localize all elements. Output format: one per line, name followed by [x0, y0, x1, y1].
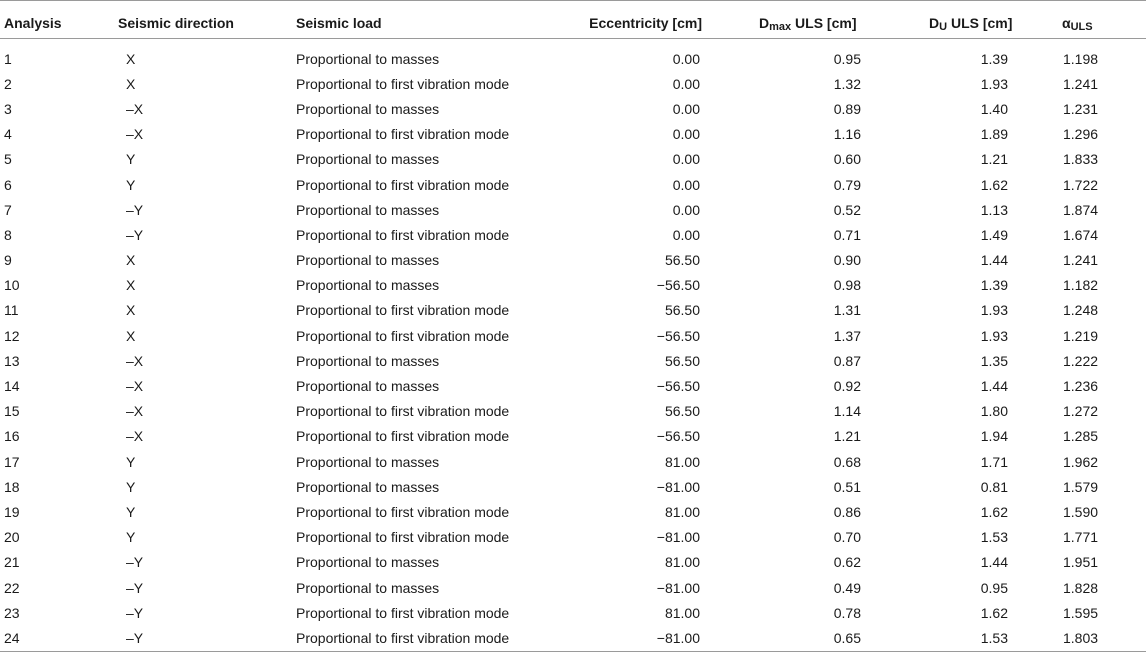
cell-analysis: 4	[4, 126, 12, 143]
cell-eccentricity: 81.00	[664, 604, 700, 621]
cell-seismic-direction: –Y	[118, 625, 296, 651]
cell-alpha-uls: 1.241	[1063, 252, 1099, 269]
cell-eccentricity: −56.50	[656, 378, 700, 395]
cell-dmax-uls: 1.32	[833, 75, 861, 92]
cell-alpha-uls: 1.296	[1063, 126, 1099, 143]
cell-alpha-uls: 1.285	[1063, 428, 1099, 445]
header-dmax-main: D	[759, 15, 770, 31]
cell-alpha-uls: 1.803	[1018, 625, 1146, 651]
cell-du-uls: 1.44	[980, 378, 1008, 395]
cell-dmax-uls: 0.95	[833, 50, 861, 67]
cell-dmax-uls: 0.49	[833, 579, 861, 596]
header-seismic-direction: Seismic direction	[118, 1, 296, 39]
cell-eccentricity: −56.50	[656, 428, 700, 445]
cell-du-uls: 1.71	[980, 453, 1008, 470]
cell-seismic-load: Proportional to first vibration mode	[296, 428, 510, 445]
cell-dmax-uls: 0.79	[833, 176, 861, 193]
table-row	[0, 550, 1146, 575]
cell-seismic-load: Proportional to first vibration mode	[296, 327, 510, 344]
table-row	[0, 600, 1146, 625]
cell-du-uls: 1.62	[980, 604, 1008, 621]
table-row	[0, 222, 1146, 247]
cell-seismic-load: Proportional to first vibration mode	[296, 126, 510, 143]
cell-eccentricity: 0.00	[672, 100, 700, 117]
cell-seismic-load: Proportional to masses	[296, 453, 440, 470]
cell-du-uls: 1.93	[980, 75, 1008, 92]
cell-dmax-uls: 0.68	[833, 453, 861, 470]
cell-seismic-direction: –Y	[126, 604, 144, 621]
cell-eccentricity: 56.50	[664, 352, 700, 369]
cell-alpha-uls: 1.241	[1063, 75, 1099, 92]
cell-analysis: 7	[4, 201, 12, 218]
cell-eccentricity: −56.50	[656, 277, 700, 294]
cell-seismic-direction: X	[126, 277, 136, 294]
header-dmax-rest: ULS [cm]	[791, 15, 857, 31]
cell-seismic-load: Proportional to masses	[296, 579, 440, 596]
cell-du-uls: 1.62	[980, 176, 1008, 193]
header-alpha-uls	[1018, 1, 1146, 39]
cell-seismic-direction: X	[126, 302, 136, 319]
cell-dmax-uls: 0.78	[833, 604, 861, 621]
cell-seismic-load: Proportional to masses	[296, 478, 440, 495]
cell-eccentricity: 81.00	[664, 503, 700, 520]
cell-alpha-uls: 1.219	[1063, 327, 1099, 344]
cell-seismic-direction: Y	[126, 176, 136, 193]
cell-dmax-uls: 1.21	[833, 428, 861, 445]
cell-eccentricity: 0.00	[672, 50, 700, 67]
cell-eccentricity: 0.00	[672, 176, 700, 193]
cell-du-uls: 1.44	[980, 252, 1008, 269]
cell-alpha-uls: 1.579	[1063, 478, 1099, 495]
cell-analysis: 11	[4, 302, 19, 319]
table-row	[0, 625, 1146, 651]
cell-alpha-uls: 1.771	[1063, 529, 1099, 546]
cell-alpha-uls: 1.272	[1063, 403, 1099, 420]
cell-eccentricity: −81.00	[656, 478, 700, 495]
cell-du-uls: 1.93	[980, 302, 1008, 319]
cell-seismic-direction: –X	[126, 352, 144, 369]
cell-seismic-load: Proportional to first vibration mode	[296, 226, 510, 243]
cell-seismic-load: Proportional to masses	[296, 252, 440, 269]
table-body	[0, 39, 1146, 652]
cell-eccentricity: 81.00	[664, 554, 700, 571]
cell-dmax-uls: 0.86	[833, 503, 861, 520]
cell-seismic-direction: –X	[126, 403, 144, 420]
cell-eccentricity: 0.00	[672, 151, 700, 168]
cell-dmax-uls: 0.90	[833, 252, 861, 269]
table-header	[0, 1, 1146, 39]
cell-dmax-uls: 0.92	[833, 378, 861, 395]
cell-du-uls: 1.62	[980, 503, 1008, 520]
cell-seismic-load: Proportional to masses	[296, 201, 440, 218]
header-eccentricity: Eccentricity [cm]	[528, 1, 708, 39]
cell-eccentricity: 0.00	[672, 201, 700, 218]
cell-seismic-load: Proportional to first vibration mode	[296, 529, 510, 546]
cell-eccentricity: 0.00	[672, 226, 700, 243]
table-row	[0, 147, 1146, 172]
table-row	[0, 71, 1146, 96]
cell-seismic-load: Proportional to masses	[296, 151, 440, 168]
table-row	[0, 248, 1146, 273]
cell-eccentricity: −81.00	[656, 529, 700, 546]
cell-du-uls: 1.40	[980, 100, 1008, 117]
cell-eccentricity: 56.50	[664, 252, 700, 269]
cell-seismic-direction: –Y	[126, 226, 144, 243]
cell-du-uls: 1.49	[980, 226, 1008, 243]
cell-seismic-direction: –X	[126, 126, 144, 143]
header-dmax-sub: max	[769, 21, 792, 33]
cell-eccentricity: 0.00	[672, 126, 700, 143]
cell-du-uls: 0.81	[980, 478, 1008, 495]
header-dmax-uls	[708, 1, 873, 39]
cell-seismic-direction: Y	[126, 453, 136, 470]
cell-dmax-uls: 0.65	[708, 625, 873, 651]
cell-analysis: 20	[4, 529, 20, 546]
cell-alpha-uls: 1.182	[1063, 277, 1099, 294]
cell-eccentricity: −81.00	[656, 579, 700, 596]
cell-seismic-direction: X	[126, 50, 136, 67]
cell-du-uls: 1.13	[980, 201, 1008, 218]
cell-alpha-uls: 1.590	[1063, 503, 1099, 520]
cell-eccentricity: 56.50	[664, 302, 700, 319]
cell-du-uls: 1.53	[980, 529, 1008, 546]
cell-dmax-uls: 0.98	[833, 277, 861, 294]
cell-analysis: 18	[4, 478, 20, 495]
table-row	[0, 298, 1146, 323]
table-row	[0, 424, 1146, 449]
cell-eccentricity: −56.50	[656, 327, 700, 344]
cell-seismic-load: Proportional to first vibration mode	[296, 403, 510, 420]
header-seismic-load: Seismic load	[296, 1, 528, 39]
cell-alpha-uls: 1.595	[1063, 604, 1099, 621]
header-du-uls	[873, 1, 1018, 39]
cell-seismic-direction: X	[126, 75, 136, 92]
cell-dmax-uls: 1.16	[833, 126, 861, 143]
cell-seismic-direction: –Y	[126, 579, 144, 596]
cell-alpha-uls: 1.198	[1063, 50, 1099, 67]
table-row	[0, 39, 1146, 72]
cell-seismic-direction: Y	[126, 529, 136, 546]
cell-eccentricity: 0.00	[672, 75, 700, 92]
header-du-rest: ULS [cm]	[947, 15, 1013, 31]
cell-du-uls: 1.35	[980, 352, 1008, 369]
cell-analysis: 10	[4, 277, 20, 294]
cell-dmax-uls: 1.37	[833, 327, 861, 344]
cell-seismic-direction: Y	[126, 151, 136, 168]
cell-seismic-direction: –X	[126, 100, 144, 117]
cell-eccentricity: −81.00	[528, 625, 708, 651]
table-row	[0, 273, 1146, 298]
table-row	[0, 122, 1146, 147]
cell-seismic-direction: X	[126, 327, 136, 344]
cell-seismic-load: Proportional to first vibration mode	[296, 625, 528, 651]
cell-dmax-uls: 0.51	[833, 478, 861, 495]
cell-dmax-uls: 1.14	[833, 403, 861, 420]
cell-seismic-load: Proportional to first vibration mode	[296, 75, 510, 92]
table-row	[0, 525, 1146, 550]
cell-du-uls: 1.53	[873, 625, 1018, 651]
cell-analysis: 23	[4, 604, 20, 621]
cell-seismic-direction: –Y	[126, 554, 144, 571]
table-row	[0, 575, 1146, 600]
cell-analysis: 8	[4, 226, 12, 243]
table-row	[0, 449, 1146, 474]
header-du-main: D	[929, 15, 940, 31]
cell-analysis: 19	[4, 503, 20, 520]
cell-du-uls: 1.21	[980, 151, 1008, 168]
cell-alpha-uls: 1.236	[1063, 378, 1099, 395]
cell-alpha-uls: 1.722	[1063, 176, 1099, 193]
cell-dmax-uls: 1.31	[833, 302, 861, 319]
cell-dmax-uls: 0.89	[833, 100, 861, 117]
cell-analysis: 14	[4, 378, 20, 395]
table-row	[0, 96, 1146, 121]
header-alpha-sub: ULS	[1070, 21, 1093, 33]
table-row	[0, 499, 1146, 524]
table-row	[0, 323, 1146, 348]
cell-analysis: 1	[4, 50, 12, 67]
cell-seismic-load: Proportional to first vibration mode	[296, 302, 510, 319]
cell-dmax-uls: 0.87	[833, 352, 861, 369]
cell-alpha-uls: 1.222	[1063, 352, 1099, 369]
cell-analysis: 13	[4, 352, 20, 369]
cell-analysis: 5	[4, 151, 12, 168]
cell-seismic-direction: –Y	[126, 201, 144, 218]
cell-analysis: 17	[4, 453, 20, 470]
cell-alpha-uls: 1.833	[1063, 151, 1099, 168]
cell-seismic-direction: Y	[126, 503, 136, 520]
cell-seismic-load: Proportional to first vibration mode	[296, 503, 510, 520]
cell-seismic-direction: X	[126, 252, 136, 269]
cell-du-uls: 0.95	[980, 579, 1008, 596]
header-analysis: Analysis	[0, 1, 118, 39]
cell-eccentricity: 81.00	[664, 453, 700, 470]
table-row	[0, 348, 1146, 373]
cell-seismic-direction: –X	[126, 378, 144, 395]
cell-seismic-direction: –X	[126, 428, 144, 445]
table-row	[0, 399, 1146, 424]
cell-du-uls: 1.94	[980, 428, 1008, 445]
cell-analysis: 2	[4, 75, 12, 92]
cell-du-uls: 1.89	[980, 126, 1008, 143]
cell-seismic-direction: Y	[126, 478, 136, 495]
cell-analysis: 9	[4, 252, 12, 269]
cell-seismic-load: Proportional to first vibration mode	[296, 176, 510, 193]
cell-du-uls: 1.44	[980, 554, 1008, 571]
cell-analysis: 3	[4, 100, 12, 117]
cell-seismic-load: Proportional to masses	[296, 50, 440, 67]
cell-du-uls: 1.39	[980, 50, 1008, 67]
cell-seismic-load: Proportional to masses	[296, 277, 440, 294]
cell-dmax-uls: 0.71	[833, 226, 861, 243]
table-row	[0, 197, 1146, 222]
cell-du-uls: 1.80	[980, 403, 1008, 420]
header-row	[0, 1, 1146, 39]
cell-dmax-uls: 0.60	[833, 151, 861, 168]
cell-alpha-uls: 1.828	[1063, 579, 1099, 596]
cell-analysis: 15	[4, 403, 20, 420]
cell-analysis: 16	[4, 428, 20, 445]
cell-dmax-uls: 0.62	[833, 554, 861, 571]
cell-alpha-uls: 1.674	[1063, 226, 1099, 243]
cell-alpha-uls: 1.874	[1063, 201, 1099, 218]
cell-seismic-load: Proportional to masses	[296, 378, 440, 395]
cell-du-uls: 1.39	[980, 277, 1008, 294]
cell-dmax-uls: 0.70	[833, 529, 861, 546]
table-row	[0, 373, 1146, 398]
table-row	[0, 474, 1146, 499]
cell-analysis: 6	[4, 176, 12, 193]
cell-alpha-uls: 1.231	[1063, 100, 1099, 117]
cell-alpha-uls: 1.962	[1063, 453, 1099, 470]
cell-analysis: 24	[0, 625, 118, 651]
cell-du-uls: 1.93	[980, 327, 1008, 344]
cell-analysis: 22	[4, 579, 20, 596]
cell-seismic-load: Proportional to masses	[296, 554, 440, 571]
cell-alpha-uls: 1.248	[1063, 302, 1099, 319]
cell-alpha-uls: 1.951	[1063, 554, 1099, 571]
cell-seismic-load: Proportional to first vibration mode	[296, 604, 510, 621]
cell-seismic-load: Proportional to masses	[296, 352, 440, 369]
cell-seismic-load: Proportional to masses	[296, 100, 440, 117]
table-row	[0, 172, 1146, 197]
header-alpha-main: α	[1062, 15, 1071, 31]
cell-dmax-uls: 0.52	[833, 201, 861, 218]
cell-analysis: 12	[4, 327, 20, 344]
header-du-sub: U	[939, 21, 948, 33]
cell-eccentricity: 56.50	[664, 403, 700, 420]
cell-analysis: 21	[4, 554, 20, 571]
